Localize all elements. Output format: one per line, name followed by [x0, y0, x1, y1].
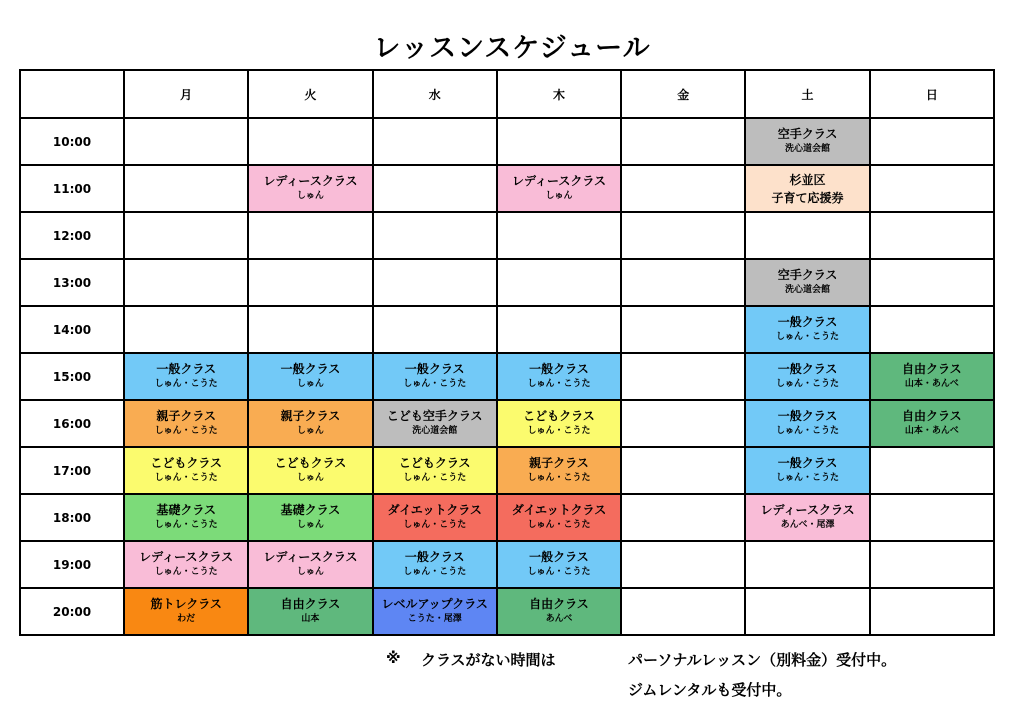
class-teacher: しゅん: [296, 473, 324, 483]
day-header-mon: 月: [124, 70, 248, 118]
class-teacher: しゅん: [296, 520, 324, 530]
class-teacher: しゅん・こうた: [154, 473, 218, 483]
class-teacher: しゅん・こうた: [154, 379, 218, 389]
time-label: 13:00: [20, 259, 124, 306]
class-teacher: 山本: [301, 614, 320, 624]
empty-cell: [621, 541, 745, 588]
class-teacher: しゅん・こうた: [154, 520, 218, 530]
empty-cell: [248, 306, 372, 353]
schedule-row: [20, 400, 994, 447]
empty-cell: [248, 259, 372, 306]
empty-cell: [124, 306, 248, 353]
class-name: 杉並区: [789, 172, 826, 187]
class-teacher: こうた・尾澤: [407, 614, 462, 624]
empty-cell: [870, 447, 994, 494]
class-name: こどもクラス: [523, 409, 595, 423]
class-teacher: しゅん: [296, 379, 324, 389]
class-cell-wed: [373, 541, 497, 588]
empty-cell: [497, 259, 621, 306]
empty-cell: [248, 118, 372, 165]
schedule-row: [20, 447, 994, 494]
class-teacher: しゅん・こうた: [527, 473, 591, 483]
class-name: ダイエットクラス: [511, 503, 607, 517]
class-teacher: しゅん・こうた: [154, 426, 218, 436]
class-cell-mon: [124, 400, 248, 447]
class-cell-tue: [248, 541, 372, 588]
class-name: 空手クラス: [777, 268, 838, 282]
class-cell-tue: [248, 165, 372, 212]
schedule-row: [20, 259, 994, 306]
empty-cell: [621, 353, 745, 400]
empty-cell: [124, 212, 248, 259]
class-name: 一般クラス: [529, 550, 589, 564]
schedule-body: [20, 118, 994, 635]
class-cell-sat: [745, 353, 869, 400]
class-name: 親子クラス: [156, 409, 216, 423]
class-teacher: しゅん: [296, 426, 324, 436]
class-teacher: しゅん・こうた: [403, 567, 467, 577]
day-header-wed: 水: [373, 70, 497, 118]
time-label: 15:00: [20, 353, 124, 400]
schedule-row: [20, 118, 994, 165]
empty-cell: [870, 212, 994, 259]
class-teacher: あんべ: [545, 614, 573, 624]
class-name: レディースクラス: [139, 550, 234, 564]
class-cell-mon: [124, 447, 248, 494]
corner-cell: [20, 70, 124, 118]
class-cell-sun: [870, 353, 994, 400]
day-header-fri: 金: [621, 70, 745, 118]
empty-cell: [373, 165, 497, 212]
empty-cell: [497, 212, 621, 259]
empty-cell: [621, 494, 745, 541]
empty-cell: [870, 494, 994, 541]
empty-cell: [373, 259, 497, 306]
class-cell-sun: [870, 400, 994, 447]
schedule-row: [20, 494, 994, 541]
class-name: レベルアップクラス: [381, 597, 488, 611]
class-cell-thu: [497, 400, 621, 447]
empty-cell: [870, 259, 994, 306]
class-teacher: 山本・あんべ: [904, 426, 959, 436]
empty-cell: [870, 541, 994, 588]
time-label: 16:00: [20, 400, 124, 447]
class-name: ダイエットクラス: [387, 503, 482, 517]
schedule-row: [20, 306, 994, 353]
time-label: 19:00: [20, 541, 124, 588]
class-cell-thu: [497, 588, 621, 635]
class-cell-sat: [745, 494, 869, 541]
class-name: こどもクラス: [274, 456, 347, 470]
class-cell-wed: [373, 447, 497, 494]
footer-mark: ※: [386, 649, 401, 667]
class-teacher: わだ: [177, 614, 196, 624]
class-teacher: しゅん・こうた: [776, 426, 840, 436]
empty-cell: [248, 212, 372, 259]
class-name: こどもクラス: [398, 456, 471, 470]
page-title: レッスンスケジュール: [373, 33, 651, 64]
class-teacher: 洗心道会館: [785, 144, 831, 154]
class-cell-thu: [497, 447, 621, 494]
empty-cell: [621, 588, 745, 635]
empty-cell: [870, 306, 994, 353]
header-row: [20, 70, 994, 118]
empty-cell: [870, 118, 994, 165]
empty-cell: [124, 118, 248, 165]
class-name: 基礎クラス: [156, 503, 216, 517]
class-name: 自由クラス: [902, 409, 962, 423]
class-cell-wed: [373, 400, 497, 447]
class-cell-thu: [497, 165, 621, 212]
class-cell-thu: [497, 353, 621, 400]
class-cell-tue: [248, 400, 372, 447]
class-teacher: しゅん・こうた: [527, 426, 591, 436]
class-cell-mon: [124, 588, 248, 635]
class-teacher: しゅん: [296, 567, 324, 577]
empty-cell: [621, 259, 745, 306]
class-cell-tue: [248, 588, 372, 635]
class-cell-tue: [248, 447, 372, 494]
empty-cell: [497, 306, 621, 353]
empty-cell: [497, 118, 621, 165]
class-teacher: しゅん・こうた: [776, 379, 840, 389]
class-cell-sat: [745, 259, 869, 306]
class-cell-wed: [373, 353, 497, 400]
schedule-row: [20, 165, 994, 212]
time-label: 10:00: [20, 118, 124, 165]
class-cell-sat: [745, 447, 869, 494]
class-cell-wed: [373, 494, 497, 541]
class-name: 一般クラス: [777, 315, 838, 329]
empty-cell: [124, 259, 248, 306]
class-name: 親子クラス: [529, 456, 589, 470]
class-cell-sat: [745, 165, 869, 212]
empty-cell: [745, 541, 869, 588]
empty-cell: [373, 306, 497, 353]
class-teacher: 子育て応援券: [771, 190, 844, 205]
empty-cell: [621, 212, 745, 259]
class-teacher: しゅん・こうた: [527, 520, 591, 530]
class-cell-sat: [745, 118, 869, 165]
time-label: 11:00: [20, 165, 124, 212]
empty-cell: [124, 165, 248, 212]
class-teacher: 山本・あんべ: [904, 379, 959, 389]
empty-cell: [870, 588, 994, 635]
class-name: 基礎クラス: [280, 503, 341, 517]
empty-cell: [373, 118, 497, 165]
class-name: 自由クラス: [902, 362, 962, 376]
class-name: 一般クラス: [777, 456, 838, 470]
day-header-sat: 土: [745, 70, 869, 118]
class-cell-mon: [124, 541, 248, 588]
class-teacher: あんべ・尾澤: [780, 520, 835, 530]
class-name: 一般クラス: [529, 362, 589, 376]
class-teacher: しゅん・こうた: [403, 379, 467, 389]
time-label: 20:00: [20, 588, 124, 635]
class-name: こどもクラス: [150, 456, 222, 470]
class-name: 一般クラス: [404, 550, 465, 564]
class-name: 一般クラス: [777, 362, 838, 376]
footer-note: クラスがない時間は: [421, 651, 556, 669]
class-name: 空手クラス: [777, 127, 838, 141]
time-label: 17:00: [20, 447, 124, 494]
class-cell-sat: [745, 400, 869, 447]
class-teacher: しゅん・こうた: [154, 567, 218, 577]
schedule-row: [20, 588, 994, 635]
class-teacher: しゅん: [296, 191, 324, 201]
class-name: 一般クラス: [156, 362, 216, 376]
class-name: レディースクラス: [263, 174, 358, 188]
empty-cell: [745, 212, 869, 259]
empty-cell: [373, 212, 497, 259]
class-name: こども空手クラス: [386, 409, 483, 423]
class-teacher: しゅん・こうた: [403, 520, 467, 530]
day-header-sun: 日: [870, 70, 994, 118]
class-teacher: しゅん・こうた: [776, 332, 840, 342]
time-label: 12:00: [20, 212, 124, 259]
time-label: 14:00: [20, 306, 124, 353]
class-cell-thu: [497, 541, 621, 588]
class-teacher: しゅん: [545, 191, 573, 201]
empty-cell: [621, 447, 745, 494]
class-teacher: しゅん・こうた: [776, 473, 840, 483]
class-cell-wed: [373, 588, 497, 635]
footer-line1: パーソナルレッスン（別料金）受付中。: [628, 651, 897, 669]
class-cell-mon: [124, 494, 248, 541]
class-teacher: しゅん・こうた: [403, 473, 467, 483]
class-name: 筋トレクラス: [150, 597, 222, 611]
footer-line2: ジムレンタルも受付中。: [628, 681, 792, 699]
empty-cell: [621, 400, 745, 447]
schedule-row: [20, 212, 994, 259]
empty-cell: [870, 165, 994, 212]
day-header-thu: 木: [497, 70, 621, 118]
time-label: 18:00: [20, 494, 124, 541]
day-header-tue: 火: [248, 70, 372, 118]
class-cell-tue: [248, 353, 372, 400]
class-teacher: 洗心道会館: [785, 285, 831, 295]
class-name: 一般クラス: [280, 362, 341, 376]
class-name: レディースクラス: [263, 550, 358, 564]
class-name: レディースクラス: [760, 503, 855, 517]
class-name: 自由クラス: [280, 597, 341, 611]
class-name: 一般クラス: [404, 362, 465, 376]
class-name: 親子クラス: [280, 409, 341, 423]
class-name: 自由クラス: [529, 597, 589, 611]
empty-cell: [621, 165, 745, 212]
class-teacher: しゅん・こうた: [527, 379, 591, 389]
class-cell-tue: [248, 494, 372, 541]
class-cell-thu: [497, 494, 621, 541]
class-teacher: 洗心道会館: [412, 426, 458, 436]
class-cell-mon: [124, 353, 248, 400]
empty-cell: [745, 588, 869, 635]
class-name: 一般クラス: [777, 409, 838, 423]
empty-cell: [621, 306, 745, 353]
schedule-table: [19, 69, 995, 636]
class-cell-sat: [745, 306, 869, 353]
schedule-row: [20, 353, 994, 400]
empty-cell: [621, 118, 745, 165]
class-teacher: しゅん・こうた: [527, 567, 591, 577]
class-name: レディースクラス: [511, 174, 607, 188]
schedule-row: [20, 541, 994, 588]
